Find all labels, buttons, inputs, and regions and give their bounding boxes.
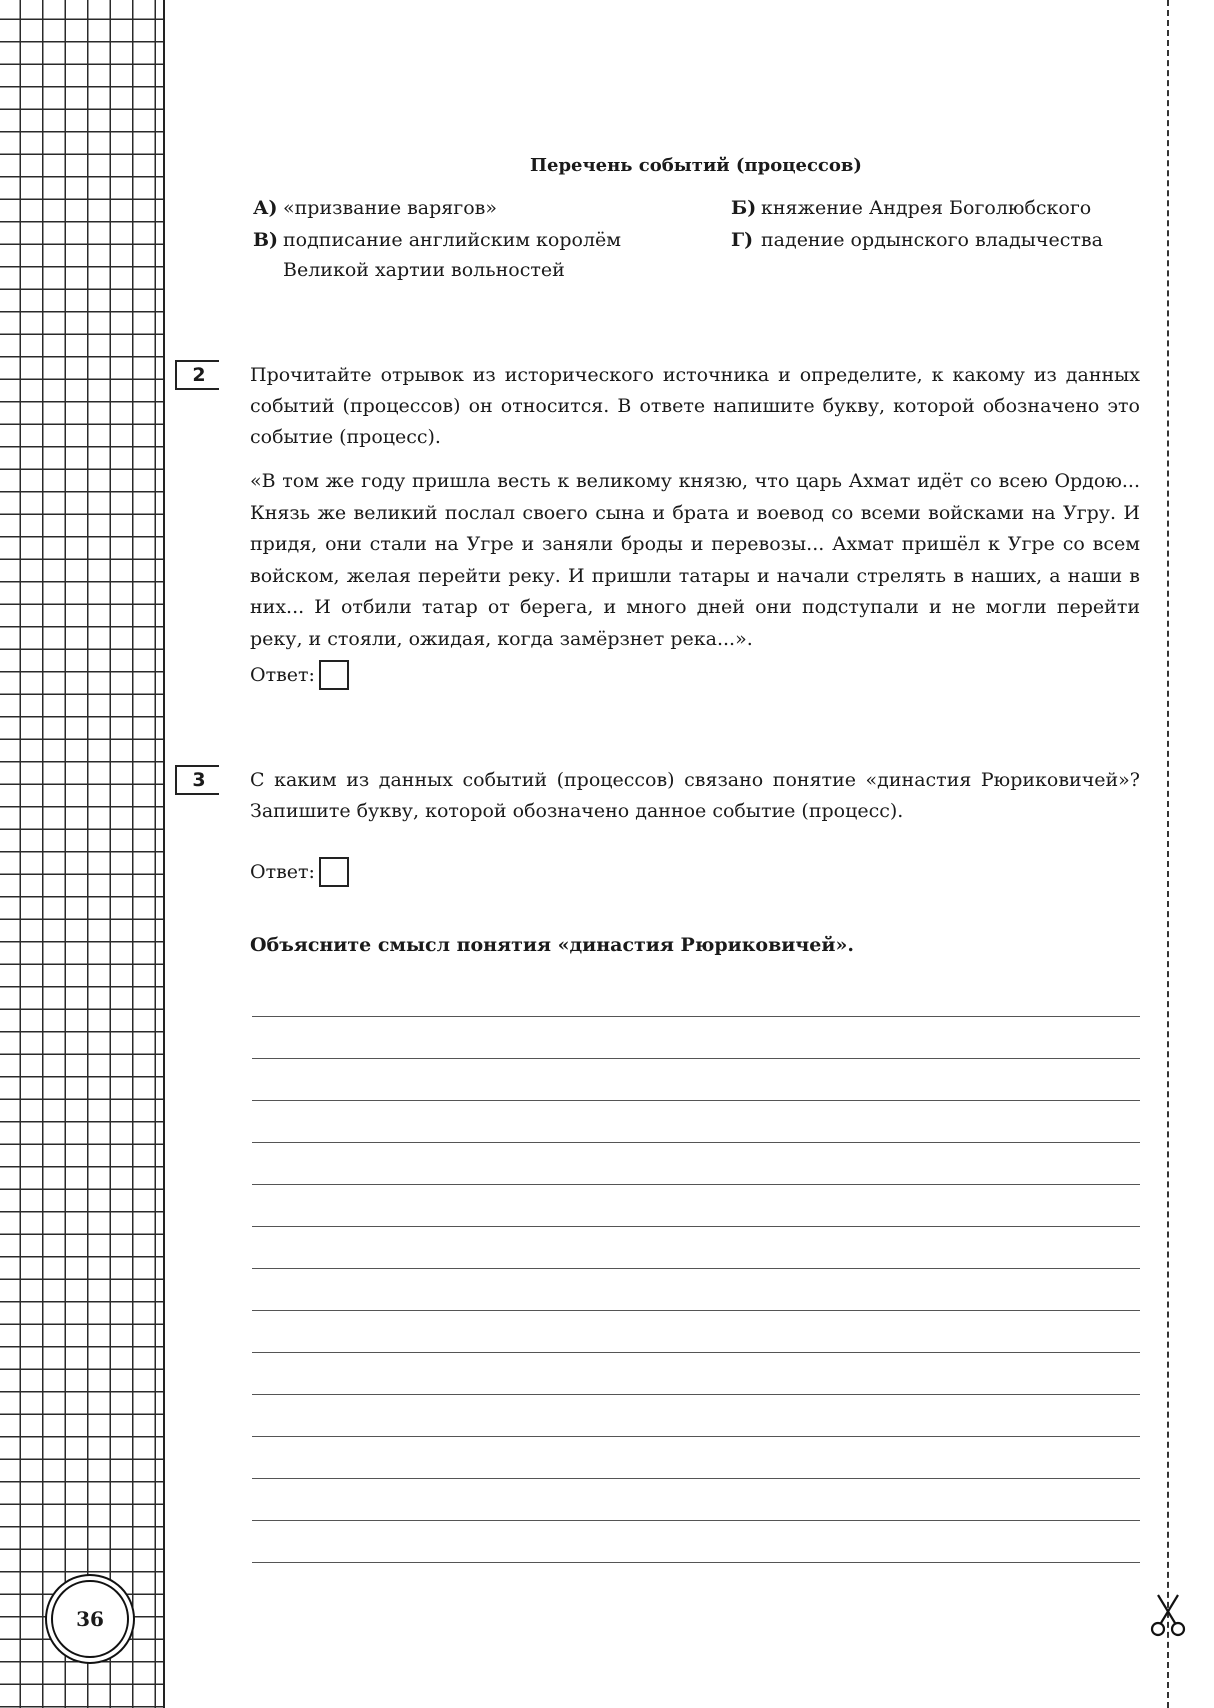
scissors-icon — [1148, 1593, 1188, 1639]
writing-line[interactable] — [252, 1395, 1140, 1437]
event-text: «призвание варягов» — [283, 197, 498, 219]
writing-line[interactable] — [252, 1059, 1140, 1101]
event-text: падение ордынского владычества — [761, 229, 1103, 251]
writing-line[interactable] — [252, 1227, 1140, 1269]
event-text: княжение Андрея Боголюбского — [761, 197, 1092, 219]
event-letter: Г) — [731, 229, 754, 251]
writing-line[interactable] — [252, 1479, 1140, 1521]
event-item-g — [731, 225, 1103, 255]
event-item-v — [253, 225, 621, 285]
task-3-answer — [250, 857, 349, 887]
writing-line[interactable] — [252, 1437, 1140, 1479]
event-letter: Б) — [731, 197, 757, 219]
writing-line[interactable] — [252, 1185, 1140, 1227]
answer-label: Ответ: — [250, 664, 315, 686]
writing-line[interactable] — [252, 1101, 1140, 1143]
margin-grid — [0, 0, 165, 1708]
task-3-number: 3 — [175, 765, 223, 795]
events-list-title: Перечень событий (процессов) — [530, 155, 862, 176]
answer-lines[interactable] — [252, 975, 1140, 1563]
cut-line — [1167, 0, 1169, 1708]
writing-line[interactable] — [252, 1353, 1140, 1395]
writing-line[interactable] — [252, 975, 1140, 1017]
writing-line[interactable] — [252, 1269, 1140, 1311]
writing-line[interactable] — [252, 1017, 1140, 1059]
page-number: 36 — [51, 1580, 129, 1658]
writing-line[interactable] — [252, 1143, 1140, 1185]
task-3-explain-prompt: Объясните смысл понятия «династия Рюриковичей». — [250, 934, 854, 956]
task-2-prompt: Прочитайте отрывок из исторического источника и определите, к какому из данных событий (процессов) он относится. В ответе напишите букву, которой обозначено это событие (процесс). — [250, 364, 1140, 448]
event-text: подписание английским королём — [283, 229, 622, 251]
answer-label: Ответ: — [250, 861, 315, 883]
task-2-quote: «В том же году пришла весть к великому князю, что царь Ахмат идёт со всею Ордою... Князь же великий послал своего сына и брата и воевод со всеми войсками на Угру. И придя, они стали на Угре и заняли броды и перевозы... Ахмат пришёл к Угре со всем войском, желая перейти реку. И пришли татары и начали стрелять в наших, а наши в них... И отбили татар от берега, и много дней они подступали и не могли перейти реку, и стояли, ожидая, когда замёрзнет река...». — [250, 470, 1140, 650]
event-item-a — [253, 193, 497, 223]
task-2-answer — [250, 660, 349, 690]
event-text-continued: Великой хартии вольностей — [283, 259, 565, 281]
task-2-number: 2 — [175, 360, 223, 390]
event-letter: В) — [253, 229, 279, 251]
writing-line[interactable] — [252, 1521, 1140, 1563]
event-item-b — [731, 193, 1091, 223]
grid-border — [163, 0, 165, 1708]
task-3-prompt: С каким из данных событий (процессов) связано понятие «династия Рюриковичей»? Запишите букву, которой обозначено данное событие (процесс). — [250, 769, 1140, 822]
answer-box[interactable] — [319, 660, 349, 690]
answer-box[interactable] — [319, 857, 349, 887]
writing-line[interactable] — [252, 1311, 1140, 1353]
event-letter: А) — [253, 197, 278, 219]
